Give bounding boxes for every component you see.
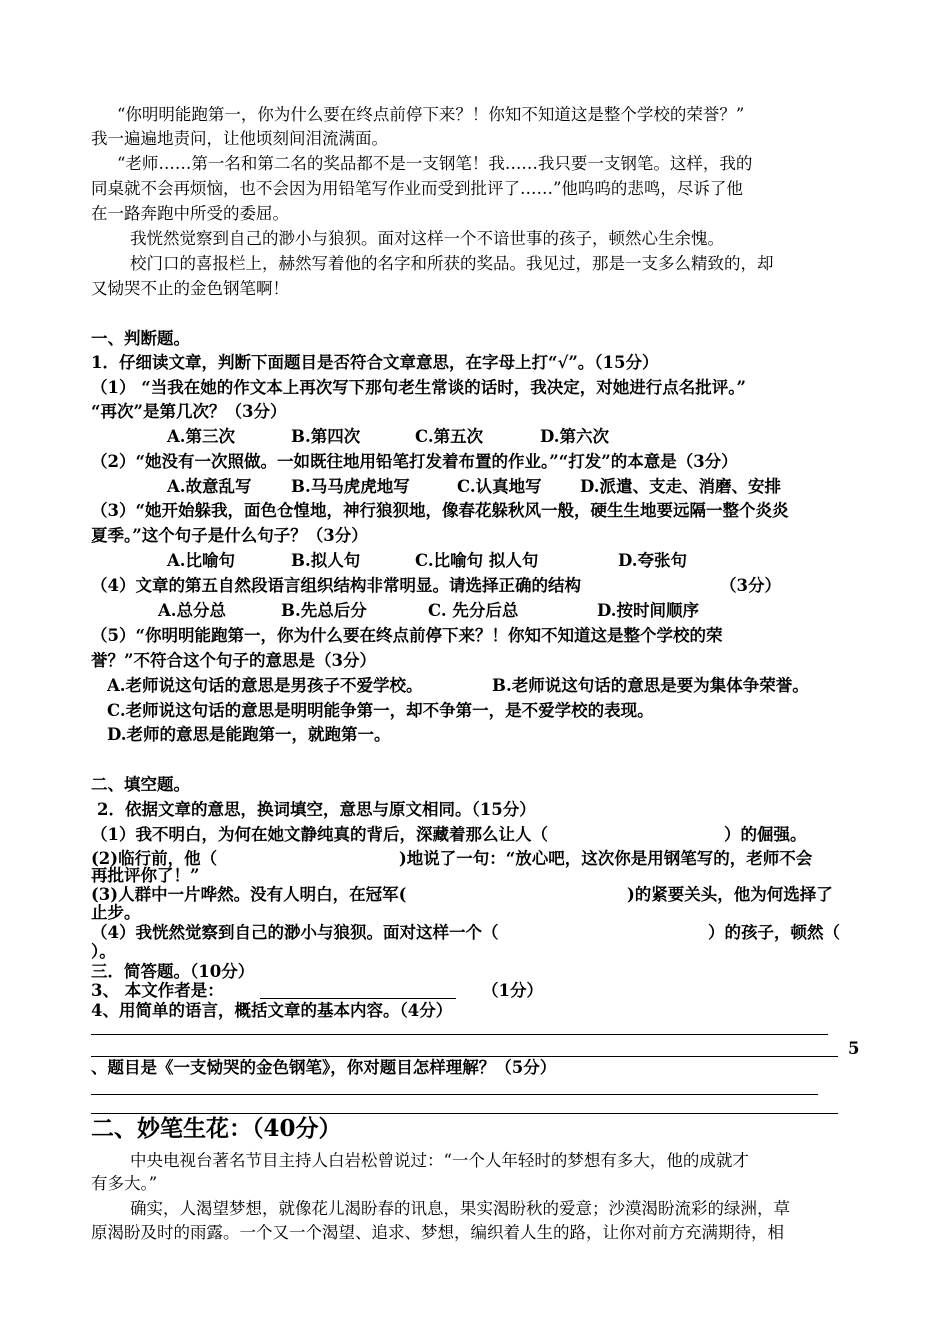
question-5-number: 5 [848,1039,860,1058]
option-d[interactable]: D.第六次 [540,427,609,446]
fill-4-end: ）的孩子，顿然（ [708,923,840,942]
story-line: 在一路奔跑中所受的委屈。 [91,204,289,223]
option-b[interactable]: B.老师说这句话的意思是要为集体争荣誉。 [492,676,809,695]
story-line: 同桌就不会再烦恼，也不会因为用铅笔写作业而受到批评了……”他呜呜的悲鸣，尽诉了他 [91,179,743,198]
story-line: 我恍然觉察到自己的渺小与狼狈。面对这样一个不谙世事的孩子，顿然心生余愧。 [130,229,724,248]
option-d[interactable]: D.夸张句 [618,551,687,570]
option-c[interactable]: C.比喻句 拟人句 [415,551,539,570]
question-5: 、题目是《一支恸哭的金色钢笔》，你对题目怎样理解？（5分） [91,1058,557,1077]
story-line: “你明明能跑第一，你为什么要在终点前停下来？！你知不知道这是整个学校的荣誉？” [117,105,745,124]
story-line: 我一遍遍地责问，让他顷刻间泪流满面。 [91,129,388,148]
option-b[interactable]: B.先总后分 [281,601,367,620]
section-heading-fill: 二、填空题。 [91,775,190,794]
fill-1-end: ）的倔强。 [724,825,807,844]
option-a[interactable]: A.比喻句 [167,551,236,570]
story-line: 校门口的喜报栏上，赫然写着他的名字和所获的奖品。我见过，那是一支多么精致的，却 [130,254,774,273]
story-line: 又恸哭不止的金色钢笔啊！ [91,279,289,298]
option-d[interactable]: D.老师的意思是能跑第一，就跑第一。 [107,725,391,744]
question-1-1: （1） “当我在她的作文本上再次写下那句老生常谈的话时，我决定，对她进行点名批评。” [91,378,746,397]
option-b[interactable]: B.拟人句 [291,551,361,570]
question-3-points: （1分） [482,981,543,1000]
writing-prompt-line: 原渴盼及时的雨露。一个又一个渴望、追求、梦想，编织着人生的路，让你对前方充满期待，相 [91,1223,784,1242]
fill-3-cont: 止步。 [91,903,141,922]
option-d[interactable]: D.派遣、支走、消磨、安排 [580,477,781,496]
section-heading-short-answer: 三．简答题。（10分） [91,962,255,981]
fill-2: (2)临行前，他（ [91,849,218,868]
option-a[interactable]: A.故意乱写 [167,477,252,496]
writing-prompt-line: 中央电视台著名节目主持人白岩松曾说过：“一个人年轻时的梦想有多大，他的成就才 [130,1151,749,1170]
option-d[interactable]: D.按时间顺序 [597,601,699,620]
fill-3-end: )的紧要关头，他为何选择了 [627,885,833,904]
fill-4-cont: ）。 [91,942,116,961]
question-1-1-cont: “再次”是第几次？（3分） [91,402,287,421]
fill-2-cont: 再批评你了！” [91,866,200,885]
option-c[interactable]: C.老师说这句话的意思是明明能争第一，却不争第一，是不爱学校的表现。 [107,701,654,720]
answer-line[interactable] [91,1034,828,1035]
answer-line[interactable] [260,998,456,999]
question-1-3-cont: 夏季。”这个句子是什么句子？（3分） [91,526,368,545]
question-1-5: （5）“你明明能跑第一，你为什么要在终点前停下来？！你知不知道这是整个学校的荣 [91,626,723,645]
fill-2-end: )地说了一句：“放心吧，这次你是用钢笔写的，老师不会 [399,849,813,868]
option-b[interactable]: B.马马虎虎地写 [291,477,410,496]
question-3: 3、 本文作者是： [91,981,224,1000]
question-1-5-cont: 誉？”不符合这个句子的意思是（3分） [91,651,376,670]
question-1-4-points: （3分） [720,576,781,595]
option-a[interactable]: A.第三次 [167,427,236,446]
question-2: 2．依据文章的意思，换词填空，意思与原文相同。（15分） [97,800,536,819]
option-c[interactable]: C.认真地写 [457,477,542,496]
question-1: 1．仔细读文章，判断下面题目是否符合文章意思，在字母上打“√”。（15分） [91,353,659,372]
option-a[interactable]: A.老师说这句话的意思是男孩子不爱学校。 [107,676,423,695]
question-1-4: （4）文章的第五自然段语言组织结构非常明显。请选择正确的结构 [91,576,581,595]
option-c[interactable]: C. 先分后总 [428,601,519,620]
writing-prompt-line: 确实，人渴望梦想，就像花儿渴盼春的讯息，果实渴盼秋的爱意；沙漠渴盼流彩的绿洲，草 [130,1199,790,1218]
fill-3: (3)人群中一片哗然。没有人明白，在冠军( [91,885,407,904]
story-line: “老师……第一名和第二名的奖品都不是一支钢笔！我……我只要一支钢笔。这样，我的 [117,154,753,173]
section-heading-judgement: 一、判断题。 [91,329,190,348]
option-a[interactable]: A.总分总 [158,601,227,620]
fill-4: （4）我恍然觉察到自己的渺小与狼狈。面对这样一个（ [91,923,499,942]
answer-line[interactable] [91,1094,818,1095]
option-b[interactable]: B.第四次 [291,427,361,446]
fill-1: （1）我不明白，为何在她文静纯真的背后，深藏着那么让人（ [91,825,548,844]
option-c[interactable]: C.第五次 [415,427,484,446]
question-1-3: （3）“她开始躲我，面色仓惶地，神行狼狈地，像春花躲秋风一般，硬生生地要远隔一整个炎炎 [91,501,789,520]
writing-prompt-line: 有多大。” [91,1174,158,1193]
section-heading-writing: 二、妙笔生花：（40分） [91,1115,342,1142]
question-1-2: （2）“她没有一次照做。一如既往地用铅笔打发着布置的作业。”“打发”的本意是（3分） [91,452,738,471]
question-4: 4、用简单的语言，概括文章的基本内容。（4分） [91,1001,453,1020]
